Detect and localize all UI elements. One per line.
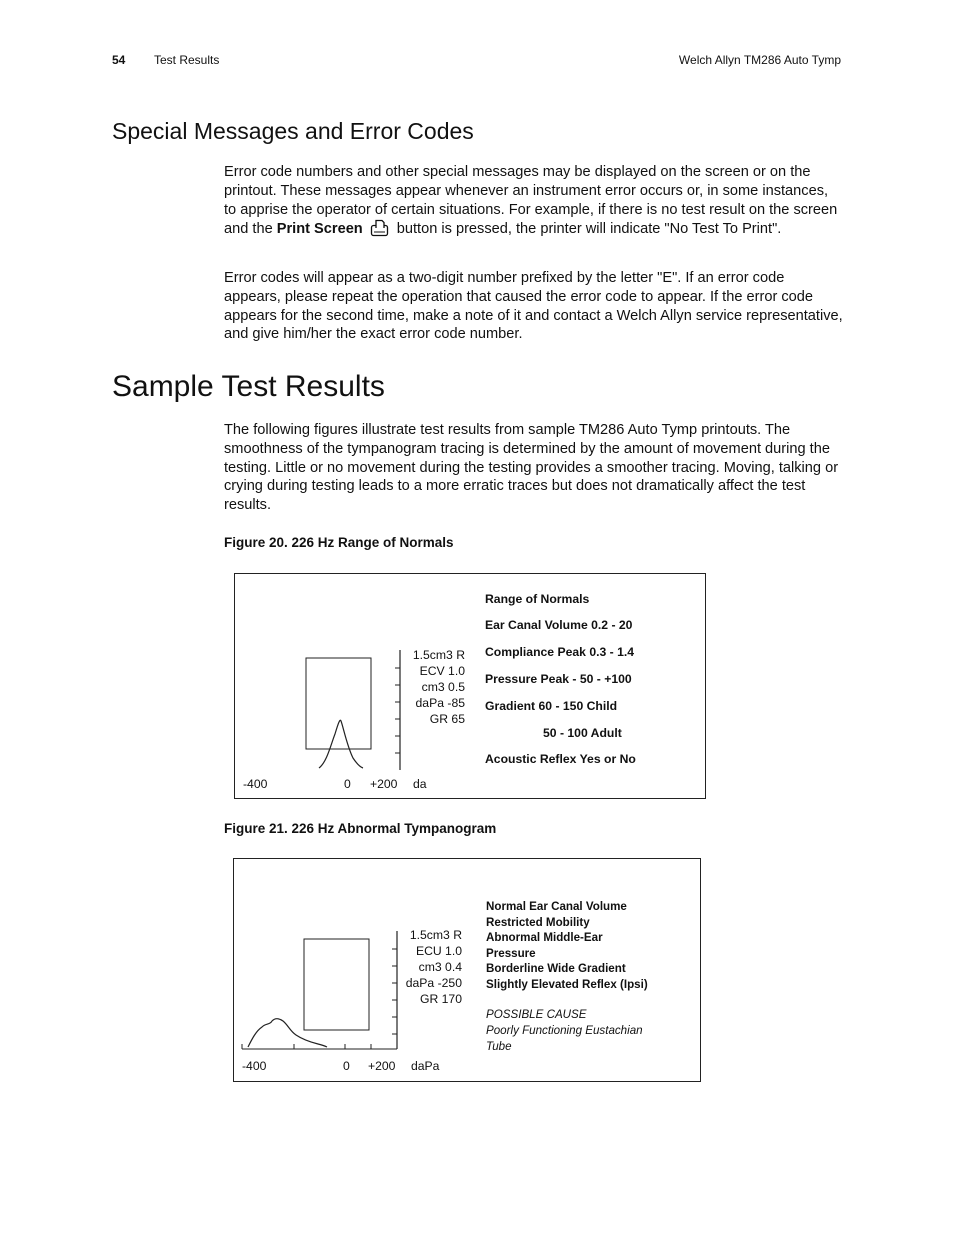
note-line: Slightly Elevated Reflex (Ipsi) — [486, 978, 648, 991]
special-messages-heading: Special Messages and Error Codes — [112, 118, 474, 144]
note-line: Borderline Wide Gradient — [486, 962, 626, 975]
note-line: Pressure — [486, 947, 536, 960]
para-text: Error code numbers and other special messages may be displayed on the screen or on the printout. These messages appear whenever an instrument error occurs or, in some instances, to apprise the operator of certain situations. For example, if there is no test result on the screen and the — [224, 164, 838, 238]
tympanogram-plot — [234, 859, 700, 1081]
readout-line: ECU 1.0 — [415, 944, 462, 958]
figure-20-caption: Figure 20. 226 Hz Range of Normals — [224, 535, 454, 550]
sample-results-paragraph: The following figures illustrate test results from sample TM286 Auto Tymp printouts. The smoothness of the tympanogram tracing is determined by the amount of movement during the testing. Little or no movement during the testing provides a smoother tracing. Moving, talking or crying during testing leads to a more erratic traces but does not dramatically affect the test results. — [224, 422, 839, 514]
possible-cause-heading: POSSIBLE CAUSE — [486, 1008, 587, 1021]
print-screen-icon — [369, 219, 391, 237]
tympanogram-trace — [319, 720, 363, 768]
possible-cause-line: Poorly Functioning Eustachian — [486, 1024, 643, 1037]
readout-line: 1.5cm3 R — [412, 648, 465, 662]
special-messages-paragraph-2: Error codes will appear as a two-digit number prefixed by the letter "E". If an error code appears, please repeat the operation that caused the error code to appear. If the error code appears for the second time, make a note of it and contact a Welch Allyn service representative, and give him/her the exact error code number. — [224, 270, 843, 343]
document-title: Welch Allyn TM286 Auto Tymp — [678, 53, 841, 67]
note-line: Pressure Peak - 50 - +100 — [485, 672, 632, 686]
para-text: button is pressed, the printer will indicate "No Test To Print". — [396, 221, 782, 238]
figure-21-caption: Figure 21. 226 Hz Abnormal Tympanogram — [224, 821, 497, 836]
normal-range-box — [306, 658, 371, 749]
note-line: Ear Canal Volume 0.2 - 20 — [485, 618, 633, 632]
note-line: Abnormal Middle-Ear — [486, 931, 603, 944]
axis-label: 0 — [344, 777, 351, 791]
axis-label: +200 — [368, 1059, 396, 1073]
axis-label: da — [413, 777, 427, 791]
note-line: Normal Ear Canal Volume — [486, 900, 627, 913]
sample-results-heading: Sample Test Results — [112, 370, 385, 403]
readout-line: cm3 0.4 — [418, 960, 462, 974]
figure-21-printout — [233, 858, 701, 1082]
axis-label: -400 — [242, 1059, 267, 1073]
page-number: 54 — [112, 53, 126, 67]
note-line: Restricted Mobility — [486, 916, 590, 929]
note-line: Acoustic Reflex Yes or No — [485, 752, 636, 766]
readout-line: ECV 1.0 — [419, 664, 465, 678]
readout-line: daPa -250 — [405, 976, 462, 990]
note-line: Gradient 60 - 150 Child — [485, 699, 618, 713]
axis-label: 0 — [343, 1059, 350, 1073]
tympanogram-trace — [248, 1019, 327, 1047]
readout-line: cm3 0.5 — [421, 680, 465, 694]
special-messages-paragraph-1 — [224, 163, 844, 239]
readout-line: daPa -85 — [415, 696, 465, 710]
note-line: Compliance Peak 0.3 - 1.4 — [485, 645, 635, 659]
axis-label: daPa — [411, 1059, 440, 1073]
possible-cause-line: Tube — [486, 1040, 512, 1053]
readout-line: 1.5cm3 R — [409, 928, 462, 942]
normal-range-box — [304, 939, 369, 1030]
axis-label: -400 — [243, 777, 268, 791]
print-screen-label: Print Screen — [276, 221, 363, 238]
readout-line: GR 65 — [429, 712, 465, 726]
figure-20-printout — [234, 573, 706, 799]
note-line: Range of Normals — [485, 592, 590, 606]
axis-label: +200 — [370, 777, 398, 791]
note-line: 50 - 100 Adult — [543, 726, 622, 740]
section-title: Test Results — [154, 53, 220, 67]
readout-line: GR 170 — [419, 992, 462, 1006]
